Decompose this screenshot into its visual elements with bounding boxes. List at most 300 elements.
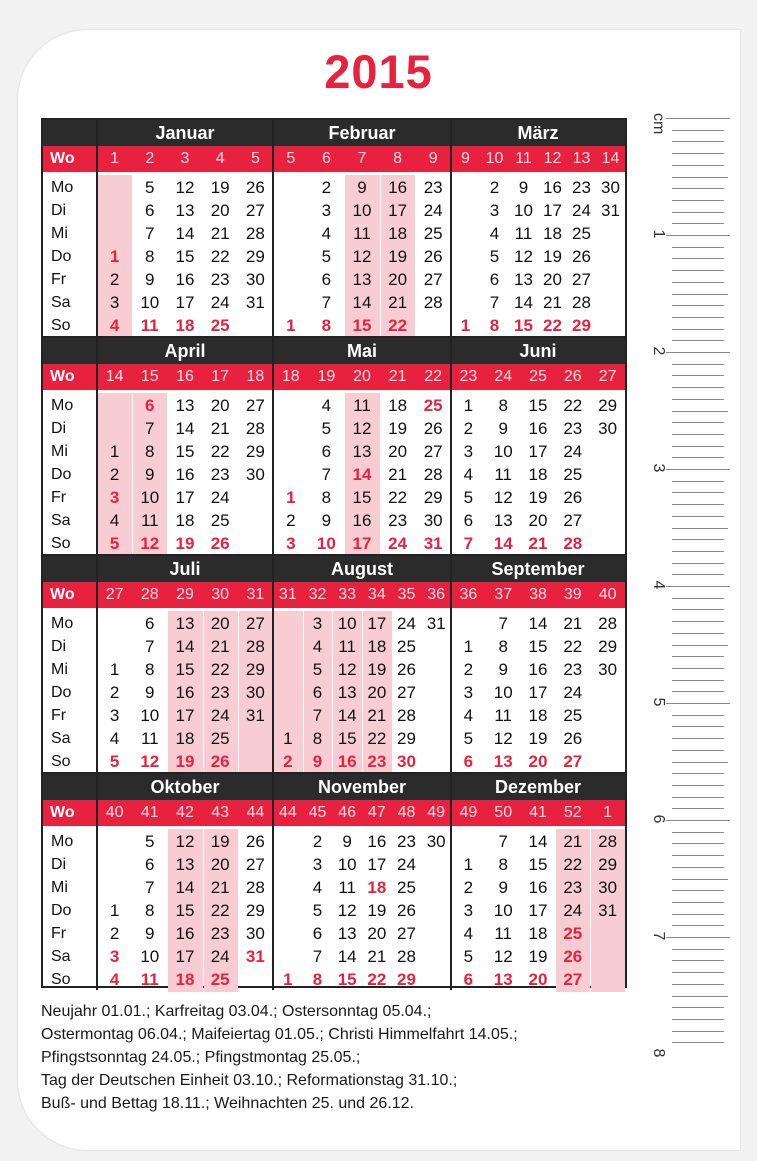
calendar-day: 9 — [145, 924, 155, 943]
calendar-day: 11 — [140, 970, 159, 989]
calendar-day: 30 — [423, 511, 443, 530]
calendar-day: 22 — [210, 660, 230, 679]
ruler-tick — [672, 633, 724, 634]
calendar-day: 1 — [109, 660, 120, 679]
calendar-day: 1 — [283, 729, 293, 748]
calendar-day: 26 — [563, 947, 583, 966]
ruler-tick — [672, 902, 724, 903]
ruler-tick — [672, 598, 724, 599]
calendar-day: 5 — [312, 901, 323, 920]
calendar-day: 3 — [489, 201, 500, 220]
column-divider — [96, 774, 98, 990]
ruler-tick — [672, 960, 724, 961]
calendar-day: 14 — [528, 614, 548, 633]
ruler-tick — [672, 1042, 724, 1043]
calendar-day: 9 — [145, 270, 155, 289]
week-label: Wo — [50, 804, 75, 821]
calendar-day: 30 — [598, 878, 618, 897]
calendar-day: 30 — [598, 660, 618, 679]
ruler-tick — [672, 247, 724, 248]
calendar-day: 22 — [563, 855, 583, 874]
calendar-day: 28 — [563, 534, 583, 553]
calendar-day: 9 — [321, 511, 332, 530]
ruler-number: 8 — [650, 1048, 667, 1058]
month-name: Juni — [519, 341, 557, 361]
calendar-day: 21 — [543, 293, 562, 312]
calendar-day: 13 — [337, 683, 357, 702]
week-number: 36 — [427, 586, 446, 603]
calendar-day: 6 — [312, 683, 323, 702]
week-number: 16 — [176, 368, 194, 385]
ruler-tick — [672, 457, 724, 458]
weekday-label: Do — [51, 902, 72, 919]
quarter-block — [43, 774, 625, 990]
calendar-day: 8 — [145, 901, 155, 920]
calendar-day: 22 — [388, 316, 408, 335]
ruler-number: 3 — [650, 463, 667, 473]
calendar-day: 12 — [337, 901, 357, 920]
calendar-day: 9 — [498, 419, 508, 438]
week-number: 50 — [494, 804, 513, 821]
calendar-day: 29 — [245, 660, 265, 679]
calendar-day: 6 — [145, 855, 155, 874]
calendar-day: 23 — [563, 419, 583, 438]
ruler-tick — [672, 563, 724, 564]
week-label: Wo — [50, 150, 75, 167]
calendar-day: 24 — [572, 201, 591, 220]
calendar-day: 19 — [528, 488, 548, 507]
calendar-day: 9 — [518, 178, 529, 197]
calendar-day: 9 — [342, 832, 352, 851]
calendar-day: 1 — [283, 970, 293, 989]
month-name: Januar — [155, 123, 215, 143]
calendar-day: 20 — [543, 270, 562, 289]
calendar-day: 2 — [109, 924, 120, 943]
calendar-day: 2 — [312, 832, 323, 851]
ruler-tick — [672, 399, 724, 400]
calendar-day: 8 — [145, 247, 155, 266]
holiday-line: Neujahr 01.01.; Karfreitag 03.04.; Ostersonntag 05.04.; — [41, 1003, 432, 1020]
calendar-day: 3 — [312, 614, 323, 633]
ruler-tick — [672, 340, 724, 341]
calendar-day: 25 — [572, 224, 591, 243]
week-number: 45 — [308, 804, 327, 821]
ruler-tick — [672, 446, 724, 447]
calendar-day: 26 — [423, 247, 443, 266]
calendar-day: 25 — [210, 511, 230, 530]
week-number: 52 — [563, 804, 582, 821]
ruler-tick — [672, 832, 724, 833]
weekday-label: Sa — [51, 512, 71, 529]
calendar-day: 11 — [514, 224, 533, 243]
calendar-day: 26 — [245, 178, 265, 197]
calendar-day: 17 — [528, 901, 548, 920]
week-number: 27 — [598, 368, 617, 385]
calendar-day: 27 — [245, 396, 265, 415]
column-divider — [450, 556, 452, 772]
calendar-day: 6 — [312, 924, 323, 943]
calendar-day: 2 — [489, 178, 500, 197]
week-number: 40 — [105, 804, 124, 821]
calendar-day: 16 — [337, 752, 357, 771]
calendar-day: 29 — [598, 855, 618, 874]
ruler-tick — [672, 329, 724, 330]
calendar-day: 21 — [388, 465, 408, 484]
calendar-day: 25 — [563, 465, 583, 484]
week-number: 14 — [601, 150, 620, 167]
weekday-label: So — [51, 971, 71, 988]
calendar-day: 25 — [210, 316, 230, 335]
calendar-day: 1 — [463, 637, 474, 656]
calendar-day: 13 — [493, 752, 513, 771]
calendar-day: 16 — [528, 419, 548, 438]
ruler-tick — [672, 1031, 724, 1032]
calendar-day: 14 — [514, 293, 533, 312]
calendar-day: 27 — [572, 270, 591, 289]
calendar-day: 25 — [563, 924, 583, 943]
ruler-tick — [672, 387, 724, 388]
calendar-day: 7 — [145, 637, 155, 656]
calendar-day: 14 — [175, 419, 195, 438]
weekday-label: Fr — [51, 925, 67, 942]
weekday-label: Mi — [51, 879, 68, 896]
calendar-day: 26 — [563, 729, 583, 748]
ruler-tick — [672, 141, 724, 142]
week-number: 15 — [140, 368, 159, 385]
calendar-day: 19 — [175, 752, 195, 771]
ruler-tick — [672, 855, 724, 856]
calendar-day: 26 — [245, 832, 265, 851]
calendar-day: 18 — [367, 637, 387, 656]
week-number: 10 — [485, 150, 504, 167]
calendar-day: 4 — [312, 637, 323, 656]
ruler-tick — [672, 411, 728, 412]
calendar-day: 2 — [109, 465, 120, 484]
month-name: November — [317, 777, 407, 797]
calendar-day: 13 — [175, 201, 195, 220]
calendar-day: 15 — [175, 901, 195, 920]
week-number: 8 — [393, 150, 403, 167]
calendar-day: 1 — [286, 316, 296, 335]
calendar-day: 28 — [397, 947, 416, 966]
weekday-label: Fr — [51, 271, 67, 288]
holiday-line: Ostermontag 06.04.; Maifeiertag 01.05.; Christi Himmelfahrt 14.05.; — [41, 1026, 518, 1043]
weekday-label: Mo — [51, 615, 74, 632]
calendar-day: 28 — [397, 706, 416, 725]
calendar-day: 16 — [175, 683, 195, 702]
holiday-line: Pfingstsonntag 24.05.; Pfingstmontag 25.05.; — [41, 1049, 361, 1066]
week-number: 1 — [603, 804, 613, 821]
ruler-tick — [672, 481, 724, 482]
calendar-day: 24 — [210, 706, 230, 725]
calendar-day: 6 — [463, 970, 474, 989]
calendar-day: 24 — [210, 947, 230, 966]
column-divider — [96, 556, 98, 772]
calendar-day: 29 — [598, 637, 618, 656]
week-label: Wo — [50, 586, 75, 603]
calendar-day: 14 — [337, 706, 357, 725]
calendar-day: 12 — [140, 752, 160, 771]
calendar-day: 30 — [601, 178, 620, 197]
ruler-tick — [672, 680, 724, 681]
calendar-day: 23 — [572, 178, 591, 197]
calendar-day: 30 — [426, 832, 446, 851]
week-number: 11 — [515, 150, 532, 167]
calendar-day: 17 — [543, 201, 562, 220]
calendar-day: 15 — [337, 970, 357, 989]
holiday-line: Tag der Deutschen Einheit 03.10.; Reformationstag 31.10.; — [41, 1072, 458, 1089]
calendar-day: 15 — [352, 488, 372, 507]
calendar-day: 7 — [145, 878, 155, 897]
calendar-day: 19 — [528, 729, 548, 748]
calendar-day: 3 — [463, 901, 474, 920]
calendar-day: 3 — [109, 947, 120, 966]
calendar-day: 11 — [338, 878, 356, 897]
calendar-day: 23 — [563, 660, 583, 679]
calendar-day: 23 — [367, 752, 387, 771]
calendar-day: 2 — [109, 683, 120, 702]
column-divider — [272, 120, 274, 336]
ruler-number: 1 — [650, 229, 667, 239]
calendar-day: 13 — [175, 614, 195, 633]
calendar-day: 5 — [145, 832, 155, 851]
calendar-day: 4 — [463, 924, 474, 943]
calendar-day: 22 — [367, 970, 387, 989]
calendar-day: 3 — [312, 855, 323, 874]
calendar-day: 1 — [463, 855, 474, 874]
calendar-day: 23 — [388, 511, 408, 530]
calendar-day: 24 — [397, 855, 416, 874]
calendar-day: 30 — [245, 270, 265, 289]
calendar-day: 20 — [528, 970, 548, 989]
calendar-day: 18 — [388, 396, 408, 415]
month-name: Juli — [169, 559, 201, 579]
calendar-day: 14 — [175, 637, 195, 656]
calendar-day: 4 — [109, 316, 120, 335]
weekday-label: Sa — [51, 948, 71, 965]
calendar-day: 13 — [337, 924, 357, 943]
ruler-tick — [672, 996, 728, 997]
calendar-day: 21 — [210, 878, 230, 897]
week-number: 31 — [278, 586, 297, 603]
calendar-day: 16 — [388, 178, 408, 197]
calendar-day: 4 — [109, 729, 120, 748]
calendar-day: 8 — [498, 396, 508, 415]
ruler-tick — [672, 258, 724, 259]
ruler-tick — [672, 574, 724, 575]
ruler-tick — [672, 925, 724, 926]
calendar-day: 12 — [352, 419, 372, 438]
calendar-day: 18 — [175, 511, 195, 530]
calendar-day: 3 — [109, 293, 120, 312]
calendar-day: 28 — [245, 419, 265, 438]
calendar-day: 29 — [572, 316, 591, 335]
calendar-day: 21 — [210, 224, 230, 243]
calendar-day: 28 — [598, 614, 618, 633]
calendar-day: 13 — [493, 970, 513, 989]
calendar-day: 11 — [140, 511, 159, 530]
calendar-day: 25 — [423, 224, 443, 243]
month-name: Februar — [328, 123, 396, 143]
ruler-tick — [672, 738, 724, 739]
calendar-day: 12 — [493, 947, 513, 966]
holiday-list — [41, 1000, 641, 1115]
quarter-block — [43, 556, 625, 772]
weekday-label: Do — [51, 248, 72, 265]
ruler-tick — [672, 867, 724, 868]
week-number: 41 — [140, 804, 159, 821]
calendar-day: 8 — [145, 660, 155, 679]
calendar-day: 19 — [367, 660, 387, 679]
calendar-day: 4 — [321, 396, 332, 415]
calendar-day: 20 — [388, 270, 408, 289]
ruler-tick — [672, 762, 728, 763]
calendar-day: 5 — [312, 660, 323, 679]
calendar-day: 14 — [493, 534, 513, 553]
calendar-day: 5 — [109, 752, 120, 771]
weekday-label: Di — [51, 202, 67, 219]
calendar-day: 7 — [463, 534, 474, 553]
calendar-day: 18 — [175, 729, 195, 748]
ruler-tick — [666, 469, 730, 470]
calendar-day: 24 — [423, 201, 443, 220]
calendar-day: 25 — [423, 396, 443, 415]
calendar-day: 17 — [175, 488, 195, 507]
ruler-tick — [672, 668, 724, 669]
weekday-label: Fr — [51, 489, 67, 506]
calendar-day: 5 — [463, 729, 474, 748]
calendar-day: 24 — [210, 488, 230, 507]
column-divider — [450, 120, 452, 336]
calendar-day: 17 — [175, 947, 195, 966]
calendar-day: 5 — [463, 947, 474, 966]
week-number: 28 — [140, 586, 159, 603]
week-number: 9 — [428, 150, 438, 167]
calendar-day: 23 — [210, 270, 230, 289]
calendar-day: 13 — [352, 270, 372, 289]
calendar-day: 23 — [397, 832, 416, 851]
calendar-day: 22 — [388, 488, 408, 507]
calendar-day: 18 — [175, 316, 195, 335]
ruler-tick — [672, 165, 724, 166]
calendar-day: 10 — [140, 488, 160, 507]
calendar-day: 26 — [210, 534, 230, 553]
column-divider — [450, 338, 452, 554]
weekday-label: Mo — [51, 833, 74, 850]
weekday-label: Sa — [51, 294, 71, 311]
calendar-day: 29 — [423, 488, 443, 507]
calendar-day: 15 — [175, 247, 195, 266]
calendar-day: 24 — [563, 683, 583, 702]
calendar-day: 24 — [210, 293, 230, 312]
calendar-day: 27 — [423, 270, 443, 289]
calendar-day: 28 — [245, 224, 265, 243]
calendar-day: 7 — [321, 293, 332, 312]
calendar-day: 18 — [528, 706, 548, 725]
calendar-day: 1 — [460, 316, 471, 335]
calendar-day: 19 — [210, 178, 230, 197]
ruler-tick — [672, 726, 724, 727]
calendar-day: 10 — [337, 614, 357, 633]
calendar-day: 31 — [245, 293, 265, 312]
calendar-day: 16 — [367, 832, 387, 851]
calendar-day: 10 — [493, 442, 513, 461]
calendar-day: 20 — [528, 511, 548, 530]
calendar-day: 25 — [210, 729, 230, 748]
calendar-day: 25 — [563, 706, 583, 725]
calendar-day: 17 — [528, 442, 548, 461]
ruler-tick — [672, 153, 724, 154]
holiday-line: Buß- und Bettag 18.11.; Weihnachten 25. und 26.12. — [41, 1095, 415, 1112]
calendar-day: 17 — [367, 614, 387, 633]
month-name: August — [331, 559, 393, 579]
calendar-day: 20 — [210, 614, 230, 633]
ruler-number: 7 — [650, 931, 667, 941]
calendar-day: 4 — [463, 465, 474, 484]
calendar-day: 2 — [463, 419, 474, 438]
ruler-tick — [672, 516, 724, 517]
calendar-day: 21 — [563, 832, 583, 851]
calendar-day: 28 — [245, 878, 265, 897]
calendar-day: 19 — [388, 247, 408, 266]
year-title: 2015 — [324, 45, 433, 98]
calendar-day: 29 — [397, 729, 416, 748]
calendar-day: 30 — [397, 752, 416, 771]
calendar-day: 8 — [489, 316, 500, 335]
quarter-block — [43, 120, 625, 336]
calendar-day: 26 — [572, 247, 591, 266]
ruler-tick — [672, 984, 724, 985]
week-number: 20 — [353, 368, 371, 385]
calendar-day: 5 — [321, 419, 332, 438]
column-divider — [450, 774, 452, 990]
calendar-day: 15 — [528, 855, 548, 874]
week-number: 1 — [110, 150, 120, 167]
week-number: 21 — [388, 368, 407, 385]
calendar-day: 23 — [210, 683, 230, 702]
weekday-label: So — [51, 535, 71, 552]
calendar-day: 5 — [321, 247, 332, 266]
calendar-day: 14 — [337, 947, 357, 966]
week-number: 24 — [494, 368, 513, 385]
ruler-tick — [672, 539, 724, 540]
ruler-tick — [672, 177, 728, 178]
calendar-day: 8 — [321, 316, 332, 335]
calendar-day: 13 — [175, 855, 195, 874]
calendar-day: 20 — [388, 442, 408, 461]
week-number: 30 — [211, 586, 230, 603]
weekday-label: So — [51, 317, 71, 334]
calendar-day: 12 — [514, 247, 533, 266]
weekday-label: Sa — [51, 730, 71, 747]
calendar-day: 10 — [140, 947, 160, 966]
ruler-tick — [666, 586, 730, 587]
calendar-day: 13 — [352, 442, 372, 461]
ruler-number: 6 — [650, 814, 667, 824]
week-number: 14 — [105, 368, 124, 385]
calendar-day: 23 — [210, 465, 230, 484]
calendar-day: 17 — [175, 293, 195, 312]
calendar-day: 8 — [312, 729, 323, 748]
calendar-day: 7 — [498, 614, 508, 633]
calendar-day: 15 — [175, 442, 195, 461]
calendar-day: 1 — [463, 396, 474, 415]
calendar-day: 29 — [598, 396, 618, 415]
ruler-tick — [672, 375, 724, 376]
week-number: 7 — [357, 150, 367, 167]
ruler-tick — [672, 1007, 724, 1008]
calendar-day: 15 — [514, 316, 533, 335]
